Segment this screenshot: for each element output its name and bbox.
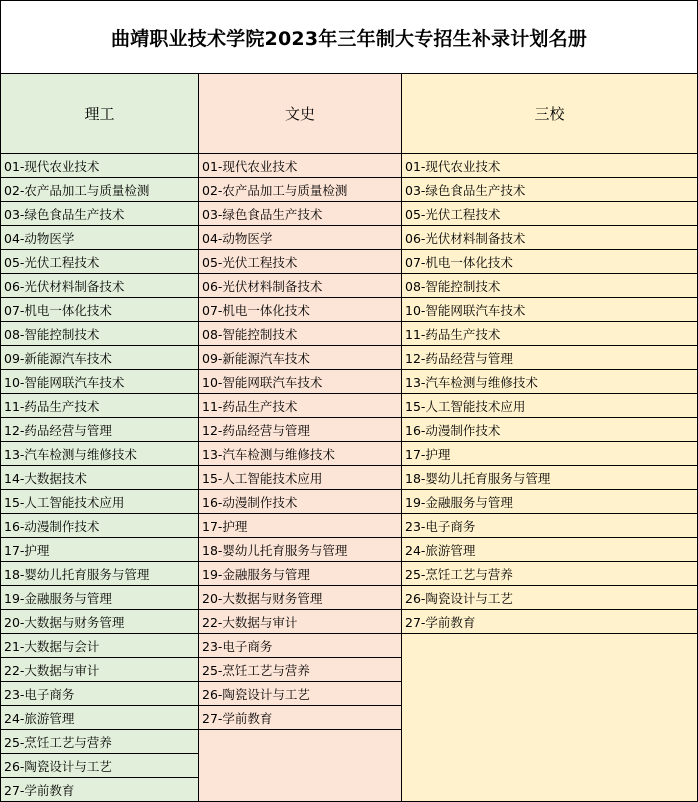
list-item: 02-农产品加工与质量检测 [1,178,198,202]
list-item: 04-动物医学 [1,226,198,250]
list-item: 22-大数据与审计 [1,658,198,682]
column-rows [1,154,198,802]
list-item: 03-绿色食品生产技术 [402,178,697,202]
list-item: 06-光伏材料制备技术 [402,226,697,250]
list-item: 26-陶瓷设计与工艺 [1,754,198,778]
column-rows [402,154,697,634]
column-header: 文史 [199,74,401,154]
list-item: 06-光伏材料制备技术 [199,274,401,298]
list-item: 23-电子商务 [402,514,697,538]
list-item: 20-大数据与财务管理 [1,610,198,634]
column-wenshi [199,74,402,801]
list-item: 18-婴幼儿托育服务与管理 [1,562,198,586]
list-item: 01-现代农业技术 [1,154,198,178]
list-item: 07-机电一体化技术 [1,298,198,322]
list-item: 13-汽车检测与维修技术 [402,370,697,394]
list-item: 14-大数据技术 [1,466,198,490]
list-item: 26-陶瓷设计与工艺 [199,682,401,706]
list-item: 25-烹饪工艺与营养 [199,658,401,682]
list-item: 13-汽车检测与维修技术 [199,442,401,466]
list-item: 07-机电一体化技术 [402,250,697,274]
list-item: 16-动漫制作技术 [199,490,401,514]
list-item: 16-动漫制作技术 [402,418,697,442]
list-item: 05-光伏工程技术 [199,250,401,274]
list-item: 08-智能控制技术 [1,322,198,346]
list-item: 19-金融服务与管理 [199,562,401,586]
list-item: 13-汽车检测与维修技术 [1,442,198,466]
list-item: 02-农产品加工与质量检测 [199,178,401,202]
list-item: 05-光伏工程技术 [1,250,198,274]
column-rows [199,154,401,730]
list-item: 21-大数据与会计 [1,634,198,658]
column-header: 理工 [1,74,198,154]
list-item: 18-婴幼儿托育服务与管理 [199,538,401,562]
list-item: 19-金融服务与管理 [402,490,697,514]
list-item: 03-绿色食品生产技术 [199,202,401,226]
list-item: 12-药品经营与管理 [402,346,697,370]
list-item: 25-烹饪工艺与营养 [402,562,697,586]
list-item: 12-药品经营与管理 [199,418,401,442]
list-item: 10-智能网联汽车技术 [1,370,198,394]
list-item: 09-新能源汽车技术 [199,346,401,370]
list-item: 20-大数据与财务管理 [199,586,401,610]
list-item: 17-护理 [199,514,401,538]
page-title: 曲靖职业技术学院2023年三年制大专招生补录计划名册 [1,1,697,74]
column-header: 三校 [402,74,697,154]
list-item: 22-大数据与审计 [199,610,401,634]
list-item: 24-旅游管理 [402,538,697,562]
list-item: 17-护理 [1,538,198,562]
list-item: 16-动漫制作技术 [1,514,198,538]
list-item: 15-人工智能技术应用 [199,466,401,490]
list-item: 10-智能网联汽车技术 [402,298,697,322]
list-item: 11-药品生产技术 [199,394,401,418]
list-item: 11-药品生产技术 [1,394,198,418]
column-ligong [1,74,199,801]
list-item: 11-药品生产技术 [402,322,697,346]
list-item: 23-电子商务 [1,682,198,706]
list-item: 15-人工智能技术应用 [1,490,198,514]
list-item: 03-绿色食品生产技术 [1,202,198,226]
list-item: 26-陶瓷设计与工艺 [402,586,697,610]
list-item: 07-机电一体化技术 [199,298,401,322]
list-item: 05-光伏工程技术 [402,202,697,226]
list-item: 23-电子商务 [199,634,401,658]
list-item: 27-学前教育 [199,706,401,730]
list-item: 17-护理 [402,442,697,466]
list-item: 18-婴幼儿托育服务与管理 [402,466,697,490]
list-item: 24-旅游管理 [1,706,198,730]
list-item: 27-学前教育 [1,778,198,802]
list-item: 06-光伏材料制备技术 [1,274,198,298]
column-sanxiao [402,74,697,801]
columns-container [1,74,697,801]
list-item: 27-学前教育 [402,610,697,634]
list-item: 25-烹饪工艺与营养 [1,730,198,754]
list-item: 09-新能源汽车技术 [1,346,198,370]
list-item: 08-智能控制技术 [199,322,401,346]
list-item: 08-智能控制技术 [402,274,697,298]
list-item: 04-动物医学 [199,226,401,250]
list-item: 15-人工智能技术应用 [402,394,697,418]
list-item: 10-智能网联汽车技术 [199,370,401,394]
list-item: 19-金融服务与管理 [1,586,198,610]
list-item: 12-药品经营与管理 [1,418,198,442]
list-item: 01-现代农业技术 [199,154,401,178]
list-item: 01-现代农业技术 [402,154,697,178]
